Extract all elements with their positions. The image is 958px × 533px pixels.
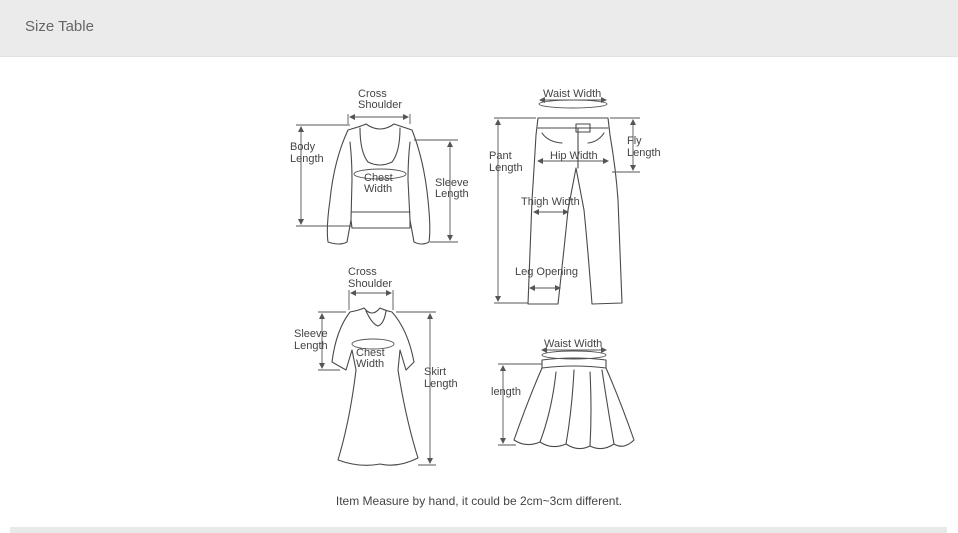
skirt-outline [514,368,634,449]
pants-pant-length-label: Pant [489,150,512,162]
dress-diagram [294,266,458,465]
pants-hip-width-label: Hip Width [550,150,598,162]
pants-diagram [489,88,661,304]
pants-waist-width-label: Waist Width [543,88,602,100]
pants-fly-length-label-2: Length [627,147,661,159]
pants-fly-length-label: Fly [627,135,642,147]
skirt-length-label: length [491,386,521,398]
measurement-note: Item Measure by hand, it could be 2cm~3cm different. [335,494,623,508]
sweater-chest-width-label: Chest [364,172,393,184]
dress-skirt-length-label-2: Length [424,378,458,390]
dress-chest-width-label-2: Width [356,358,385,370]
dress-sleeve-length-label: Sleeve [294,328,328,340]
pants-leg-opening-label: Leg Opening [515,266,578,278]
sweater-diagram [290,88,469,244]
skirt-diagram [491,338,634,449]
dress-skirt-length-label: Skirt [424,366,446,378]
dress-cross-shoulder-label-2: Shoulder [348,278,393,290]
sweater-sleeve-length-label: Sleeve [435,177,469,189]
dress-cross-shoulder-label: Cross [348,266,377,278]
sweater-body-length-label: Body [290,141,316,153]
sweater-cross-shoulder-label: Cross [358,88,387,100]
bottom-divider [10,527,947,533]
sweater-sleeve-length-label-2: Length [435,188,469,200]
dress-chest-width-label: Chest [356,347,385,359]
pants-pant-length-label-2: Length [489,162,523,174]
sweater-body-length-label-2: Length [290,153,324,165]
dress-outline [332,308,418,465]
sweater-cross-shoulder-label-2: Shoulder [358,99,403,111]
skirt-waist-width-label: Waist Width [544,338,603,350]
pants-thigh-width-label: Thigh Width [521,196,580,208]
dress-sleeve-length-label-2: Length [294,340,328,352]
page-title: Size Table [25,18,94,35]
sweater-chest-width-label-2: Width [364,183,393,195]
